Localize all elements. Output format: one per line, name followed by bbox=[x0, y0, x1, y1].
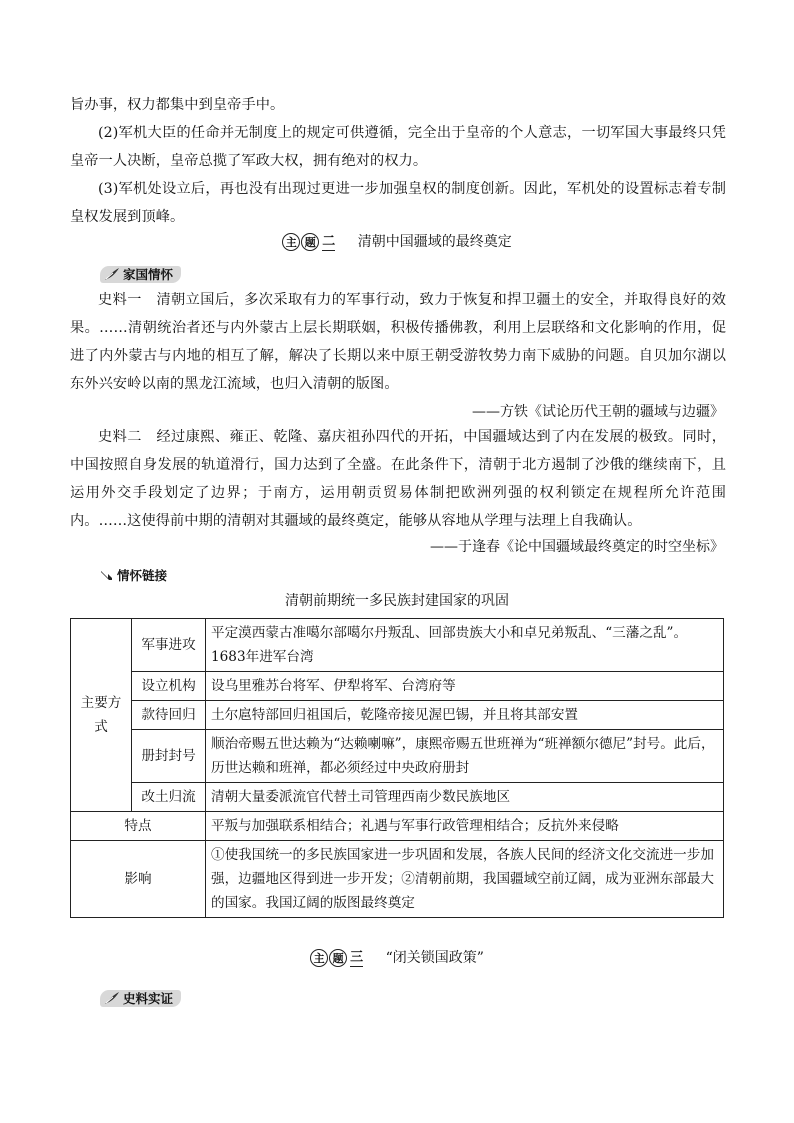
section-tag-label: 史料实证 bbox=[123, 991, 174, 1006]
material-2-source: ——于逢春《论中国疆域最终奠定的时空坐标》 bbox=[430, 539, 724, 555]
link-tag-label: 情怀链接 bbox=[117, 568, 168, 583]
topic-badge-char: 题 bbox=[329, 949, 347, 967]
row-content-cell: 设乌里雅苏台将军、伊犁将军、台湾府等 bbox=[206, 672, 724, 701]
arrow-icon bbox=[100, 569, 114, 581]
topic-badge-number: 二 bbox=[322, 233, 336, 249]
topic-badge bbox=[310, 949, 363, 967]
feather-icon bbox=[104, 267, 120, 281]
topic-badge bbox=[282, 233, 335, 251]
group-label-cell bbox=[71, 619, 132, 812]
table-row bbox=[71, 812, 724, 841]
paragraph-point-3: (3)军机处设立后，再也没有出现过更进一步加强皇权的制度创新。因此，军机处的设置标志着专制皇权发展到顶峰。 bbox=[70, 181, 726, 225]
feature-content-cell: 平叛与加强联系相结合；礼遇与军事行政管理相结合；反抗外来侵略 bbox=[206, 812, 724, 841]
section-tag-family bbox=[100, 265, 181, 283]
row-content-cell: 顺治帝赐五世达赖为“达赖喇嘛”，康熙帝赐五世班禅为“班禅额尔德尼”封号。此后，历世达赖和班禅，都必须经过中央政府册封 bbox=[206, 730, 724, 783]
topic-title: “闭关锁国政策” bbox=[385, 950, 484, 966]
topic-badge-char: 题 bbox=[301, 233, 319, 251]
section-tag-label: 家国情怀 bbox=[123, 267, 174, 282]
feather-icon bbox=[104, 991, 120, 1005]
section-tag-link bbox=[100, 566, 167, 584]
topic-badge-char: 主 bbox=[282, 233, 300, 251]
table-row bbox=[71, 783, 724, 812]
row-label-cell: 设立机构 bbox=[132, 672, 206, 701]
material-2-text: 史料二 经过康熙、雍正、乾隆、嘉庆祖孙四代的开拓，中国疆域达到了内在发展的极致。同时，中国按照自身发展的轨道滑行，国力达到了全盛。在此条件下，清朝于北方遏制了沙俄的继续南下，且运用外交手段划定了边界；于南方，运用朝贡贸易体制把欧洲列强的权利锁定在规程所允许范围内。……这使得前中期的清朝对其疆域的最终奠定，能够从容地从学理与法理上自我确认。 bbox=[70, 429, 726, 529]
row-label-cell: 军事进攻 bbox=[132, 619, 206, 672]
table-row bbox=[71, 730, 724, 783]
impact-label-cell: 影响 bbox=[71, 841, 206, 918]
group-label: 主要方式 bbox=[80, 695, 122, 735]
row-content-cell: 土尔扈特部回归祖国后，乾隆帝接见渥巴锡，并且将其部安置 bbox=[206, 701, 724, 730]
paragraph-continuation: 旨办事，权力都集中到皇帝手中。 bbox=[70, 97, 285, 113]
consolidation-table bbox=[70, 618, 724, 918]
material-1-source: ——方铁《试论历代王朝的疆域与边疆》 bbox=[472, 404, 724, 420]
topic-badge-number: 三 bbox=[350, 949, 364, 965]
row-label-cell: 款待回归 bbox=[132, 701, 206, 730]
paragraph-point-2: (2)军机大臣的任命并无制度上的规定可供遵循，完全出于皇帝的个人意志，一切军国大事最终只凭皇帝一人决断，皇帝总揽了军政大权，拥有绝对的权力。 bbox=[70, 125, 726, 169]
table-row bbox=[71, 672, 724, 701]
row-label-cell: 册封封号 bbox=[132, 730, 206, 783]
table-title: 清朝前期统一多民族封建国家的巩固 bbox=[285, 593, 509, 609]
feature-label-cell: 特点 bbox=[71, 812, 206, 841]
topic-title: 清朝中国疆域的最终奠定 bbox=[357, 234, 512, 250]
table-row bbox=[71, 841, 724, 918]
table-row bbox=[71, 701, 724, 730]
table-row bbox=[71, 619, 724, 672]
topic-heading-3 bbox=[0, 946, 794, 970]
row-content-cell: 平定漠西蒙古准噶尔部噶尔丹叛乱、回部贵族大小和卓兄弟叛乱、“三藩之乱”。1683年进军台湾 bbox=[206, 619, 724, 672]
topic-heading-2 bbox=[0, 230, 794, 254]
material-1-text: 史料一 清朝立国后，多次采取有力的军事行动，致力于恢复和捍卫疆土的安全，并取得良好的效果。……清朝统治者还与内外蒙古上层长期联姻，积极传播佛教，利用上层联络和文化影响的作用，促进了内外蒙古与内地的相互了解，解决了长期以来中原王朝受游牧势力南下威胁的问题。自贝加尔湖以东外兴安岭以南的黑龙江流域，也归入清朝的版图。 bbox=[70, 292, 726, 392]
section-tag-evidence bbox=[100, 989, 181, 1007]
impact-content-cell: ①使我国统一的多民族国家进一步巩固和发展，各族人民间的经济文化交流进一步加强，边疆地区得到进一步开发；②清朝前期，我国疆域空前辽阔，成为亚洲东部最大的国家。我国辽阔的版图最终奠定 bbox=[206, 841, 724, 918]
row-content-cell: 清朝大量委派流官代替土司管理西南少数民族地区 bbox=[206, 783, 724, 812]
row-label-cell: 改土归流 bbox=[132, 783, 206, 812]
topic-badge-char: 主 bbox=[310, 949, 328, 967]
